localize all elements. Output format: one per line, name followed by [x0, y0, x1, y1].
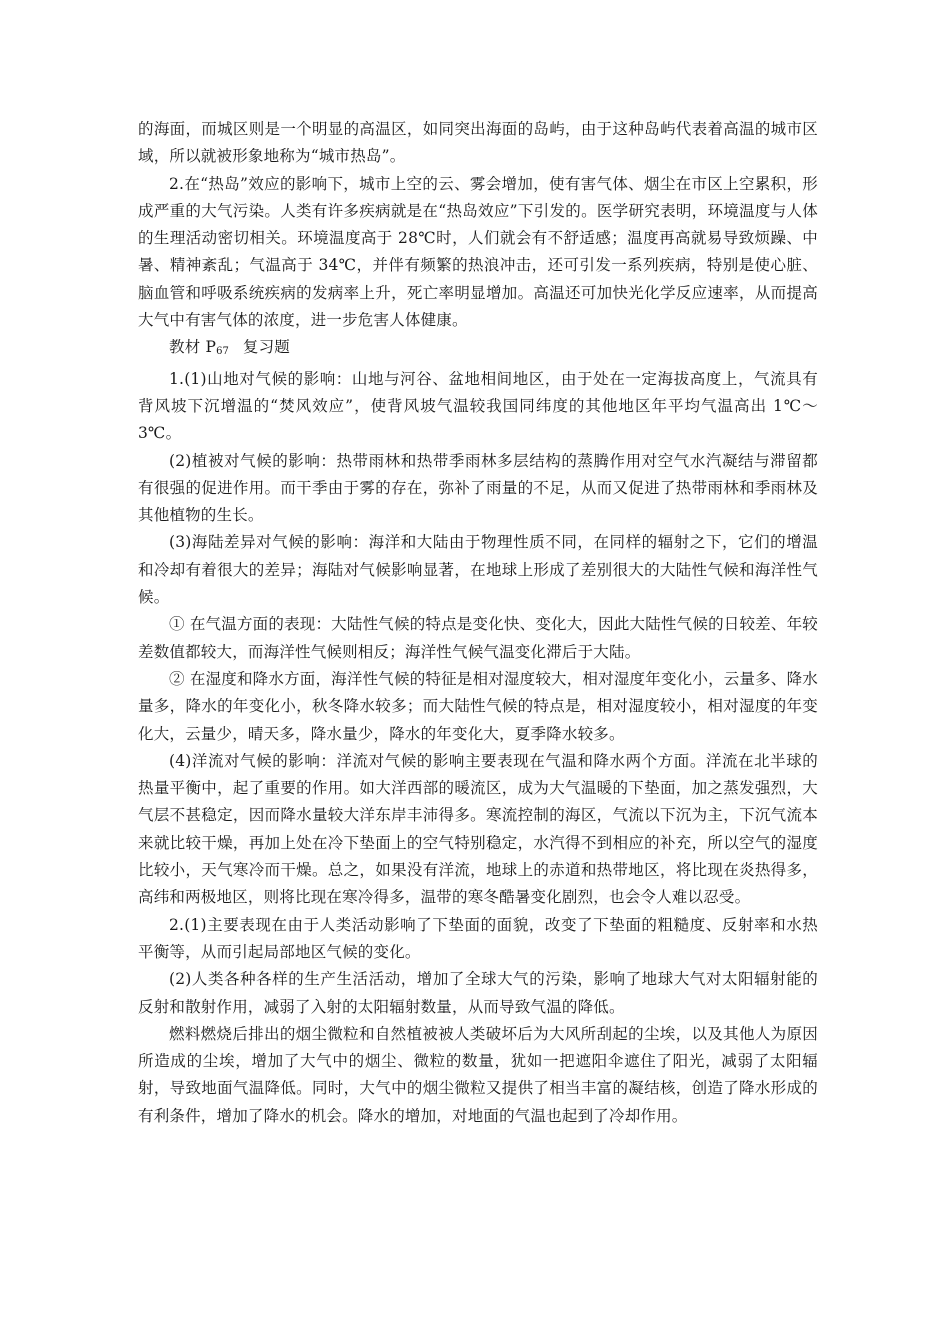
- paragraph-heat-island-intro: 的海面，而城区则是一个明显的高温区，如同突出海面的岛屿，由于这种岛屿代表着高温的城市区域，所以就被形象地称为“城市热岛”。: [138, 120, 818, 166]
- review-answer-1-3-a: ① 在气温方面的表现：大陆性气候的特点是变化快、变化大，因此大陆性气候的日较差、年较差数值都较大，而海洋性气候则相反；海洋性气候气温变化滞后于大陆。: [138, 615, 818, 661]
- document-page: [138, 116, 818, 1130]
- review-heading-title: 复习题: [242, 338, 291, 357]
- review-heading-page: 67: [216, 346, 229, 358]
- review-answer-1-3: (3)海陆差异对气候的影响：海洋和大陆由于物理性质不同，在同样的辐射之下，它们的增温和冷却有着很大的差异；海陆对气候影响显著，在地球上形成了差别很大的大陆性气候和海洋性气候。: [138, 533, 818, 607]
- review-heading: [138, 334, 818, 365]
- review-answer-1-1: 1.(1)山地对气候的影响：山地与河谷、盆地相间地区，由于处在一定海拔高度上，气流具有背风坡下沉增温的“焚风效应”，使背风坡气温较我国同纬度的其他地区年平均气温高出 1℃～3℃。: [138, 369, 818, 443]
- paragraph-heat-island-effects: 2.在“热岛”效应的影响下，城市上空的云、雾会增加，使有害气体、烟尘在市区上空累积，形成严重的大气污染。人类有许多疾病就是在“热岛效应”下引发的。医学研究表明，环境温度与人体的生理活动密切相关。环境温度高于 28℃时，人们就会有不舒适感；温度再高就易导致烦躁、中暑、精神紊乱；气温高于 34℃，并伴有频繁的热浪冲击，还可引发一系列疾病，特别是使心脏、脑血管和呼吸系统疾病的发病率上升，死亡率明显增加。高温还可加快光化学反应速率，从而提高大气中有害气体的浓度，进一步危害人体健康。: [138, 174, 818, 330]
- review-answer-2-2: (2)人类各种各样的生产生活活动，增加了全球大气的污染，影响了地球大气对太阳辐射能的反射和散射作用，减弱了入射的太阳辐射数量，从而导致气温的降低。: [138, 970, 818, 1016]
- review-answer-2-2-detail: 燃料燃烧后排出的烟尘微粒和自然植被被人类破坏后为大风所刮起的尘埃，以及其他人为原因所造成的尘埃，增加了大气中的烟尘、微粒的数量，犹如一把遮阳伞遮住了阳光，减弱了太阳辐射，导致地面气温降低。同时，大气中的烟尘微粒又提供了相当丰富的凝结核，创造了降水形成的有利条件，增加了降水的机会。降水的增加，对地面的气温也起到了冷却作用。: [138, 1024, 818, 1125]
- review-answer-1-4: (4)洋流对气候的影响：洋流对气候的影响主要表现在气温和降水两个方面。洋流在北半球的热量平衡中，起了重要的作用。如大洋西部的暖流区，成为大气温暖的下垫面，加之蒸发强烈，大气层不甚稳定，因而降水量较大洋东岸丰沛得多。寒流控制的海区，气流以下沉为主，下沉气流本来就比较干燥，再加上处在冷下垫面上的空气特别稳定，水汽得不到相应的补充，所以空气的湿度比较小，天气寒冷而干燥。总之，如果没有洋流，地球上的赤道和热带地区，将比现在炎热得多，高纬和两极地区，则将比现在寒冷得多，温带的寒冬酷暑变化剧烈，也会令人难以忍受。: [138, 751, 818, 907]
- review-answer-1-2: (2)植被对气候的影响：热带雨林和热带季雨林多层结构的蒸腾作用对空气水汽凝结与滞留都有很强的促进作用。而干季由于雾的存在，弥补了雨量的不足，从而又促进了热带雨林和季雨林及其他植物的生长。: [138, 451, 818, 525]
- review-answer-2-1: 2.(1)主要表现在由于人类活动影响了下垫面的面貌，改变了下垫面的粗糙度、反射率和水热平衡等，从而引起局部地区气候的变化。: [138, 915, 818, 961]
- review-heading-prefix: 教材 P: [169, 338, 217, 357]
- review-answer-1-3-b: ② 在湿度和降水方面，海洋性气候的特征是相对湿度较大，相对湿度年变化小，云量多、降水量多，降水的年变化小，秋冬降水较多；而大陆性气候的特点是，相对湿度较小，相对湿度的年变化大，云量少，晴天多，降水量少，降水的年变化大，夏季降水较多。: [138, 669, 818, 743]
